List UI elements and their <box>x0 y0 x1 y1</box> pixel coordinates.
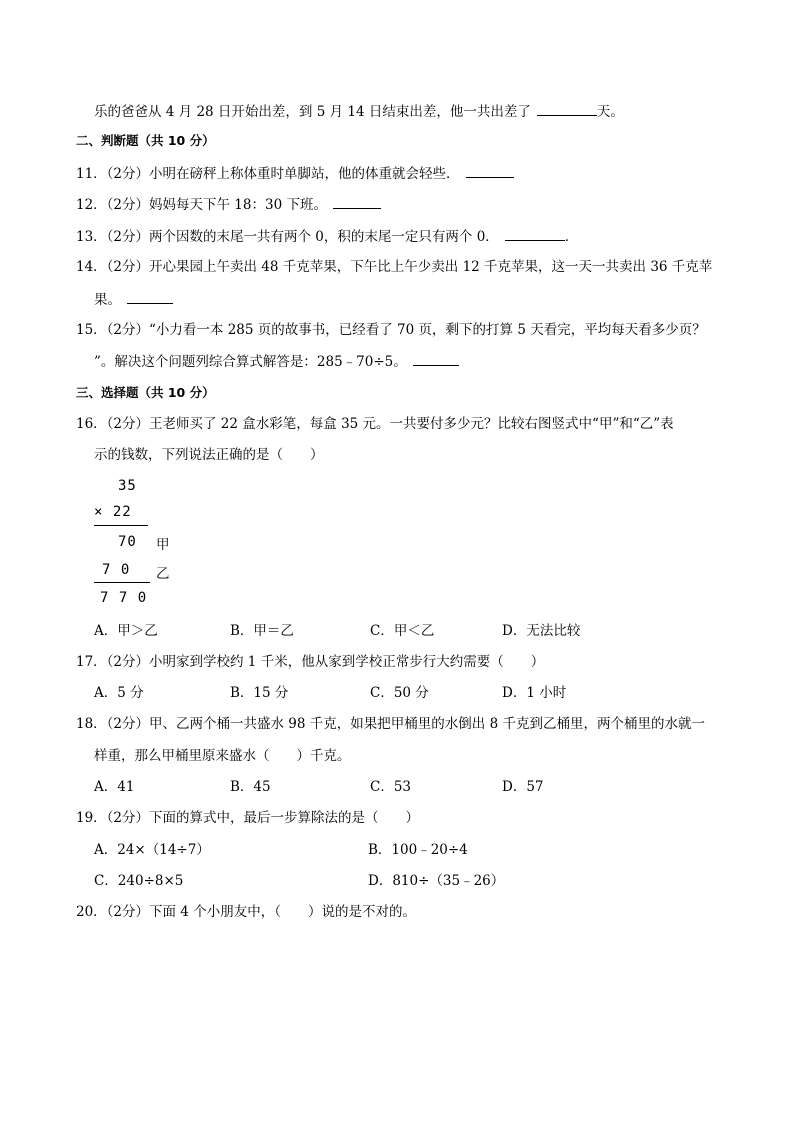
question-13 <box>76 226 578 247</box>
q16-option-c[interactable]: C．甲＜乙 <box>370 623 435 639</box>
q17-option-b[interactable]: B．15 分 <box>230 685 289 701</box>
question-18-line1: 18．（2分）甲、乙两个桶一共盛水 98 千克，如果把甲桶里的水倒出 8 千克到乙桶里，两个桶里的水就一 <box>76 716 705 732</box>
calc-rule-1 <box>94 525 148 526</box>
calc-result: 7 7 0 <box>100 590 148 606</box>
q19-option-b[interactable]: B．100﹣20÷4 <box>368 842 468 858</box>
question-10-continuation <box>94 101 624 122</box>
q16-option-b[interactable]: B．甲＝乙 <box>230 623 294 639</box>
question-12 <box>76 194 381 215</box>
q13-suffix: ． <box>564 229 579 245</box>
q12-text: 12．（2分）妈妈每天下午 18：30 下班。 <box>76 197 327 213</box>
question-16-line1: 16．（2分）王老师买了 22 盒水彩笔，每盒 35 元。一共要付多少元？比较右图竖式中“甲”和“乙”表 <box>76 416 674 432</box>
q11-text: 11．（2分）小明在磅秤上称体重时单脚站，他的体重就会轻些． <box>76 166 460 182</box>
calc-row-2: 7 0 <box>102 562 131 578</box>
question-15-line2 <box>94 351 459 372</box>
q19-option-a[interactable]: A．24×（14÷7） <box>94 842 210 858</box>
q17-option-c[interactable]: C．50 分 <box>370 685 429 701</box>
question-17: 17．（2分）小明家到学校约 1 千米，他从家到学校正常步行大约需要（ ） <box>76 654 545 670</box>
q18-option-c[interactable]: C．53 <box>370 779 412 795</box>
q10-suffix: 天。 <box>596 104 624 120</box>
question-18-line2: 样重，那么甲桶里原来盛水（ ）千克。 <box>94 748 351 764</box>
answer-blank[interactable] <box>505 226 565 241</box>
q15-text: ”。解决这个问题列综合算式解答是：285﹣70÷5。 <box>94 354 407 370</box>
question-15-line1: 15．（2分）“小力看一本 285 页的故事书，已经看了 70 页，剩下的打算 5 天看完，平均每天看多少页？ <box>76 322 706 338</box>
q17-option-d[interactable]: D．1 小时 <box>502 685 567 701</box>
answer-blank[interactable] <box>413 351 459 366</box>
q16-option-d[interactable]: D．无法比较 <box>502 623 581 639</box>
q16-option-a[interactable]: A．甲＞乙 <box>94 623 158 639</box>
question-16-line2: 示的钱数，下列说法正确的是（ ） <box>94 447 324 463</box>
section-heading-judgement: 二、判断题（共 10 分） <box>76 133 215 148</box>
answer-blank[interactable] <box>466 163 514 178</box>
calc-rule-2 <box>94 582 150 583</box>
calc-label-jia: 甲 <box>156 537 171 553</box>
calc-multiplier: × 22 <box>94 504 132 520</box>
q10-text: 乐的爸爸从 4 月 28 日开始出差，到 5 月 14 日结束出差，他一共出差了 <box>94 104 531 120</box>
q19-option-d[interactable]: D．810÷（35﹣26） <box>368 873 505 889</box>
q18-option-b[interactable]: B．45 <box>230 779 271 795</box>
question-20: 20．（2分）下面 4 个小朋友中，（ ）说的是不对的。 <box>76 904 416 920</box>
question-14-line1: 14．（2分）开心果园上午卖出 48 千克苹果，下午比上午少卖出 12 千克苹果，这一天一共卖出 36 千克苹 <box>76 259 713 275</box>
q18-option-d[interactable]: D．57 <box>502 779 544 795</box>
calc-multiplicand: 35 <box>118 478 137 494</box>
q18-option-a[interactable]: A．41 <box>94 779 135 795</box>
question-14-line2 <box>94 289 173 310</box>
calc-row-1: 70 <box>118 534 137 550</box>
vertical-multiplication <box>94 478 184 608</box>
q17-option-a[interactable]: A．5 分 <box>94 685 144 701</box>
q19-option-c[interactable]: C．240÷8×5 <box>94 873 184 889</box>
calc-label-yi: 乙 <box>156 566 171 582</box>
q13-text: 13．（2分）两个因数的末尾一共有两个 0，积的末尾一定只有两个 0． <box>76 229 499 245</box>
answer-blank[interactable] <box>333 194 381 209</box>
question-19: 19．（2分）下面的算式中，最后一步算除法的是（ ） <box>76 810 420 826</box>
section-heading-choice: 三、选择题（共 10 分） <box>76 385 215 400</box>
q14-text: 果。 <box>94 292 121 308</box>
answer-blank[interactable] <box>127 289 173 304</box>
question-11 <box>76 163 514 184</box>
answer-blank[interactable] <box>537 101 597 116</box>
